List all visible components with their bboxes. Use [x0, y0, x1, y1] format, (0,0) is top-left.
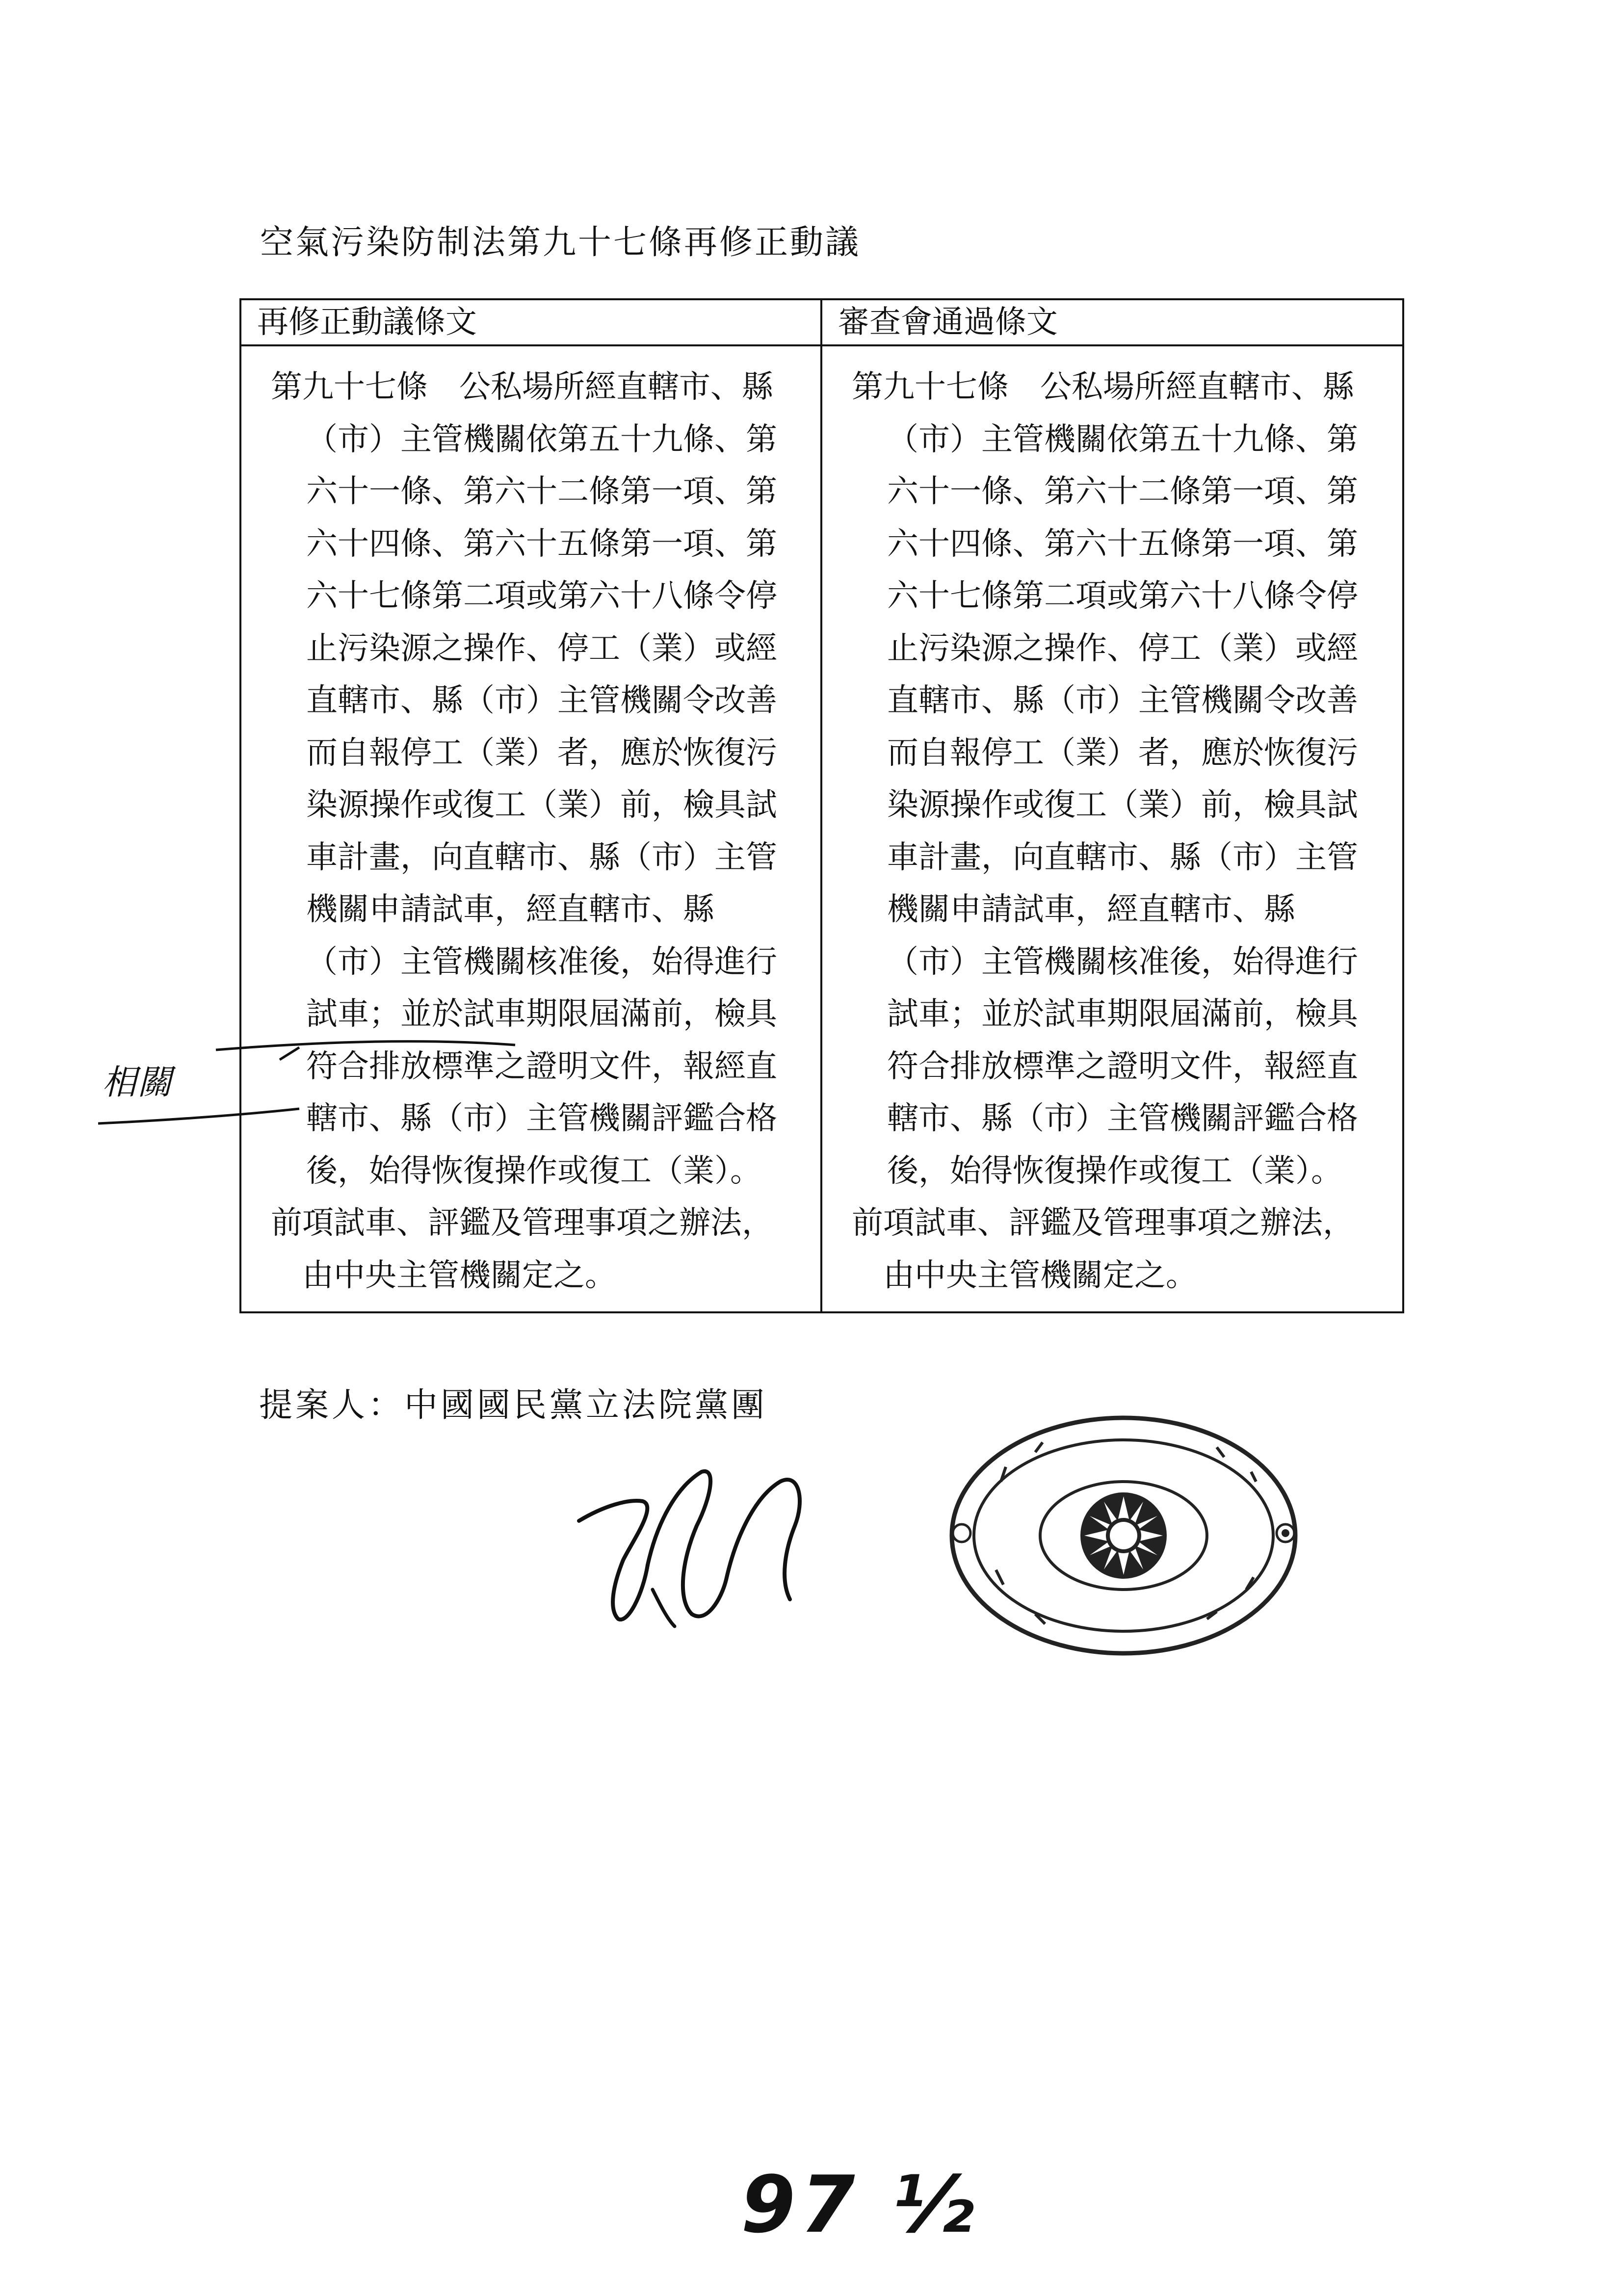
article-paragraph: 第九十七條 公私場所經直轄市、縣（市）主管機關依第五十九條、第六十一條、第六十二條第一項、第六十四條、第六十五條第一項、第六十七條第二項或第六十八條令停止污染源之操作、停工（業）或經直轄市、縣（市）主管機關令改善而自報停工（業）者，應於恢復污染源操作或復工（業）前，檢具試車計畫，向直轄市、縣（市）主管機關申請試車，經直轄市、縣（市）主管機關核准後，始得進行試車；並於試車期限屆滿前，檢具符合排放標準之證明文件，報經直轄市、縣（市）主管機關評鑑合格後，始得恢復操作或復工（業）。 [271, 369, 777, 1189]
article-paragraph: 前項試車、評鑑及管理事項之辦法，由中央主管機關定之。 [271, 1205, 773, 1294]
proposer-line: 提案人：中國國民黨立法院黨團 [259, 1386, 768, 1425]
document-title: 空氣污染防制法第九十七條再修正動議 [260, 223, 861, 262]
handwritten-signature [574, 1452, 868, 1658]
committee-text-cell [821, 345, 1403, 1312]
column-header-motion: 再修正動議條文 [240, 299, 821, 345]
article-paragraph: 第九十七條 公私場所經直轄市、縣（市）主管機關依第五十九條、第六十一條、第六十二條第一項、第六十四條、第六十五條第一項、第六十七條第二項或第六十八條令停止污染源之操作、停工（業）或經直轄市、縣（市）主管機關令改善而自報停工（業）者，應於恢復污染源操作或復工（業）前，檢具試車計畫，向直轄市、縣（市）主管機關申請試車，經直轄市、縣（市）主管機關核准後，始得進行試車；並於試車期限屆滿前，檢具符合排放標準之證明文件，報經直轄市、縣（市）主管機關評鑑合格後，始得恢復操作或復工（業）。 [852, 369, 1358, 1189]
party-seal-stamp [942, 1408, 1305, 1663]
motion-text-cell [240, 345, 821, 1312]
table-row [240, 345, 1403, 1312]
column-header-committee: 審查會通過條文 [821, 299, 1403, 345]
page-number: 97 ½ [741, 2159, 978, 2250]
article-paragraph: 前項試車、評鑑及管理事項之辦法，由中央主管機關定之。 [852, 1205, 1354, 1294]
handwritten-note: 相關 [102, 1062, 173, 1102]
comparison-table [239, 298, 1404, 1313]
table-header-row [240, 299, 1403, 345]
